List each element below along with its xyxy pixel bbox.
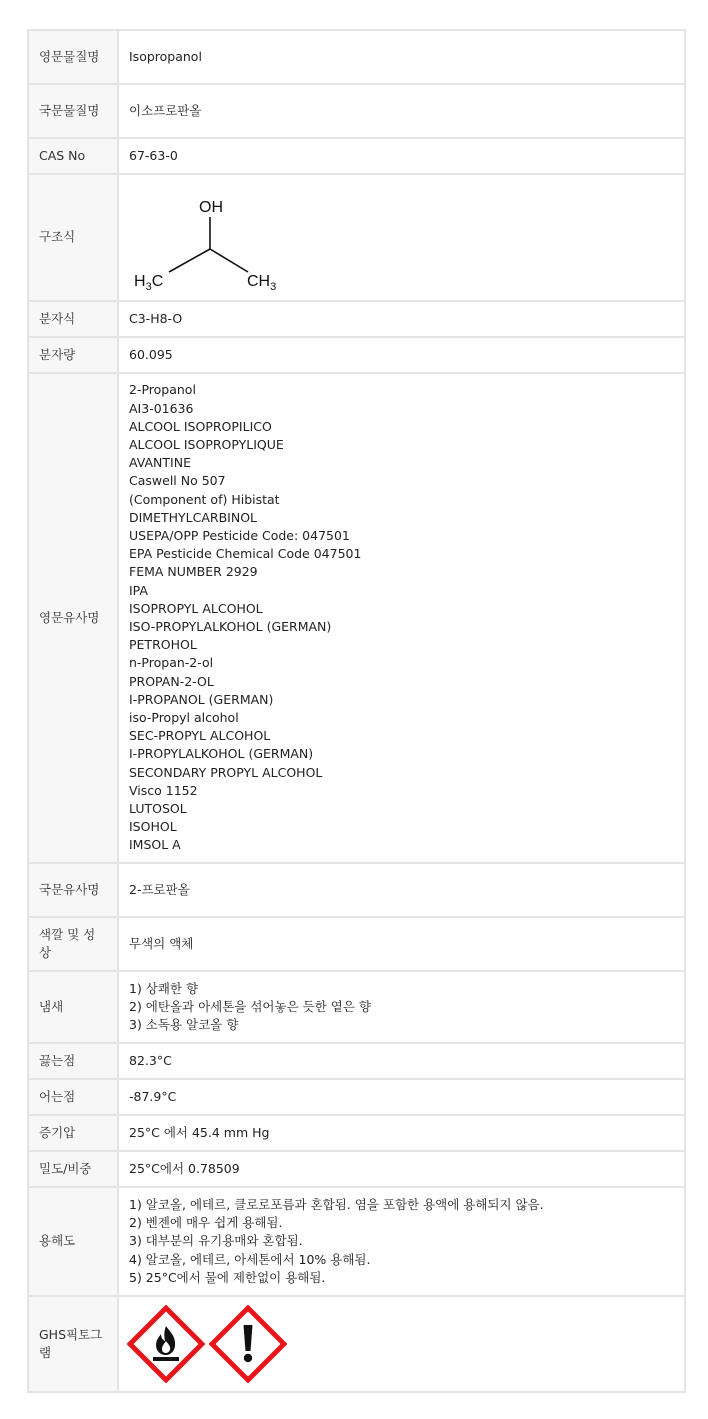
synonym-item: SECONDARY PROPYL ALCOHOL <box>129 764 323 780</box>
row-density <box>28 1151 685 1187</box>
solubility-item: 5) 25°C에서 물에 제한없이 용해됨. <box>129 1269 326 1285</box>
label-density: 밀도/비중 <box>28 1151 118 1187</box>
row-weight <box>28 337 685 373</box>
label-ch3: $CH_3$ <box>247 272 277 293</box>
label-name-ko: 국문물질명 <box>28 84 118 138</box>
label-oh: OH <box>199 198 223 216</box>
bond-left <box>169 249 210 272</box>
substance-table <box>27 29 686 1393</box>
row-solubility <box>28 1187 685 1296</box>
value-vapor: 25°C 에서 45.4 mm Hg <box>118 1115 685 1151</box>
row-freezing <box>28 1079 685 1115</box>
value-weight: 60.095 <box>118 337 685 373</box>
value-boiling: 82.3°C <box>118 1043 685 1079</box>
synonym-item: n-Propan-2-ol <box>129 655 214 671</box>
label-synonyms-en: 영문유사명 <box>28 373 118 863</box>
substance-info <box>27 29 686 1393</box>
synonym-item: 2-Propanol <box>129 382 196 398</box>
label-structure: 구조식 <box>28 174 118 301</box>
solubility-item: 4) 알코올, 에테르, 아세톤에서 10% 용해됨. <box>129 1251 371 1267</box>
row-synonyms-en <box>28 373 685 863</box>
synonym-item: ALCOOL ISOPROPYLIQUE <box>129 436 284 452</box>
value-odor <box>118 971 685 1043</box>
row-color <box>28 917 685 971</box>
solubility-item: 2) 벤젠에 매우 쉽게 용해됨. <box>129 1215 283 1231</box>
synonym-item: PROPAN-2-OL <box>129 673 214 689</box>
row-name-ko <box>28 84 685 138</box>
label-solubility: 용해도 <box>28 1187 118 1296</box>
label-synonyms-ko: 국문유사명 <box>28 863 118 917</box>
exclamation-icon <box>209 1305 287 1383</box>
synonym-item: Caswell No 507 <box>129 473 226 489</box>
synonym-item: DIMETHYLCARBINOL <box>129 509 258 525</box>
value-synonyms-en <box>118 373 685 863</box>
row-cas <box>28 138 685 174</box>
row-structure <box>28 174 685 301</box>
label-weight: 분자량 <box>28 337 118 373</box>
value-color: 무색의 액체 <box>118 917 685 971</box>
synonym-item: IPA <box>129 582 148 598</box>
synonym-item: ISOPROPYL ALCOHOL <box>129 600 263 616</box>
synonym-item: (Component of) Hibistat <box>129 491 280 507</box>
exclamation-dot <box>244 1354 252 1362</box>
value-density: 25°C에서 0.78509 <box>118 1151 685 1187</box>
synonym-item: LUTOSOL <box>129 801 187 817</box>
synonym-item: iso-Propyl alcohol <box>129 710 239 726</box>
label-cas: CAS No <box>28 138 118 174</box>
value-formula: C3-H8-O <box>118 301 685 337</box>
label-odor: 냄새 <box>28 971 118 1043</box>
synonym-item: AVANTINE <box>129 455 191 471</box>
synonym-item: I-PROPANOL (GERMAN) <box>129 691 274 707</box>
synonym-item: I-PROPYLALKOHOL (GERMAN) <box>129 746 314 762</box>
row-boiling <box>28 1043 685 1079</box>
odor-item: 1) 상쾌한 향 <box>129 980 199 996</box>
synonym-item: FEMA NUMBER 2929 <box>129 564 258 580</box>
value-name-en: Isopropanol <box>118 30 685 84</box>
value-freezing: -87.9°C <box>118 1079 685 1115</box>
value-synonyms-ko: 2-프로판올 <box>118 863 685 917</box>
label-ghs: GHS픽토그램 <box>28 1296 118 1392</box>
label-formula: 분자식 <box>28 301 118 337</box>
value-cas: 67-63-0 <box>118 138 685 174</box>
synonym-item: USEPA/OPP Pesticide Code: 047501 <box>129 527 350 543</box>
synonym-item: ISOHOL <box>129 819 177 835</box>
synonym-item: PETROHOL <box>129 637 197 653</box>
row-ghs <box>28 1296 685 1392</box>
row-name-en <box>28 30 685 84</box>
synonym-item: SEC-PROPYL ALCOHOL <box>129 728 271 744</box>
synonym-item: ISO-PROPYLALKOHOL (GERMAN) <box>129 619 332 634</box>
value-name-ko: 이소프로판올 <box>118 84 685 138</box>
label-name-en: 영문물질명 <box>28 30 118 84</box>
synonym-item: ALCOOL ISOPROPILICO <box>129 418 272 434</box>
row-formula <box>28 301 685 337</box>
synonym-item: Visco 1152 <box>129 782 198 798</box>
bond-right <box>210 249 248 272</box>
synonym-item: AI3-01636 <box>129 400 194 416</box>
value-ghs <box>118 1296 685 1392</box>
synonym-item: EPA Pesticide Chemical Code 047501 <box>129 546 362 562</box>
synonym-item: IMSOL A <box>129 837 181 853</box>
row-synonyms-ko <box>28 863 685 917</box>
value-structure <box>118 174 685 301</box>
solubility-item: 1) 알코올, 에테르, 클로로포름과 혼합됨. 염을 포함한 용액에 용해되지 않음. <box>129 1196 544 1212</box>
label-h3c: $H_3C$ <box>134 272 164 293</box>
odor-item: 2) 에탄올과 아세톤을 섞어놓은 듯한 옅은 향 <box>129 998 371 1014</box>
label-vapor: 증기압 <box>28 1115 118 1151</box>
solubility-item: 3) 대부분의 유기용매와 혼합됨. <box>129 1233 303 1249</box>
row-vapor <box>28 1115 685 1151</box>
flame-icon <box>127 1305 205 1383</box>
flame-base <box>153 1357 179 1361</box>
value-solubility <box>118 1187 685 1296</box>
label-freezing: 어는점 <box>28 1079 118 1115</box>
odor-item: 3) 소독용 알코올 향 <box>129 1017 239 1033</box>
structure-diagram <box>129 183 289 293</box>
label-color: 색깔 및 성상 <box>28 917 118 971</box>
row-odor <box>28 971 685 1043</box>
label-boiling: 끓는점 <box>28 1043 118 1079</box>
